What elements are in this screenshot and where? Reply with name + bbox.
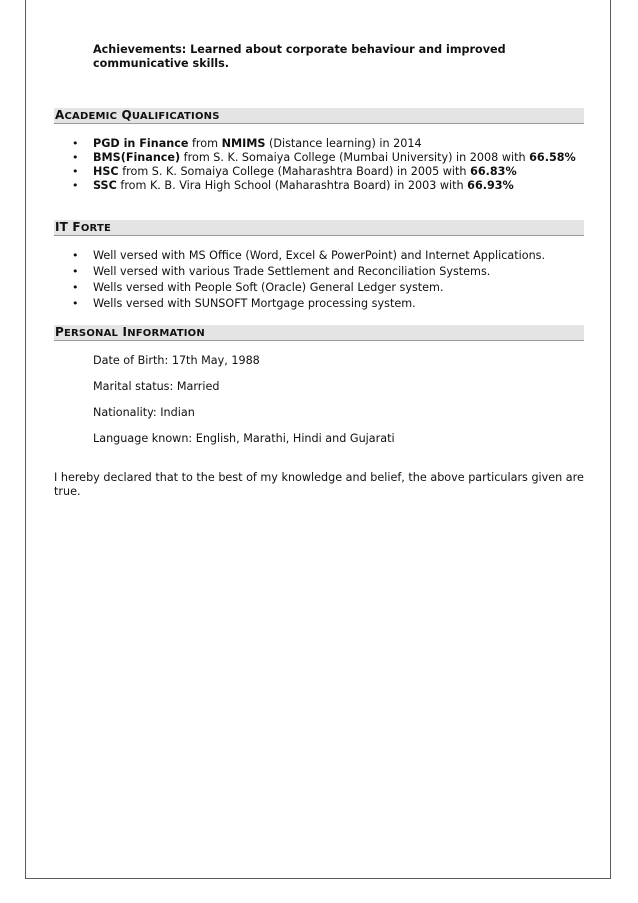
bullet-icon: • — [72, 265, 79, 278]
detail: from K. B. Vira High School (Maharashtra Board) in 2003 with — [116, 179, 468, 192]
bullet-icon: • — [72, 179, 79, 192]
header-rest: CADEMIC — [64, 111, 118, 122]
header-cap: I — [122, 325, 128, 339]
list-item — [54, 280, 584, 296]
list-item — [54, 179, 584, 193]
skill-text: Wells versed with People Soft (Oracle) General Ledger system. — [93, 281, 444, 294]
list-item — [54, 296, 584, 312]
degree: SSC — [93, 179, 117, 192]
marital-status: Marital status: Married — [93, 380, 220, 393]
percentage: 66.83% — [470, 165, 517, 178]
list-item — [54, 165, 584, 179]
bullet-icon: • — [72, 137, 79, 150]
degree: BMS(Finance) — [93, 151, 181, 164]
bullet-icon: • — [72, 281, 79, 294]
bullet-icon: • — [72, 249, 79, 262]
languages-known: Language known: English, Marathi, Hindi and Gujarati — [93, 432, 395, 445]
declaration-text: I hereby declared that to the best of my knowledge and belief, the above particulars given are true. — [54, 471, 584, 498]
skill-text: Well versed with various Trade Settlement and Reconciliation Systems. — [93, 265, 491, 278]
detail: from — [188, 137, 222, 150]
list-item — [54, 151, 584, 165]
percentage: 66.58% — [529, 151, 576, 164]
achievements-paragraph — [93, 43, 584, 71]
it-forte-list — [54, 248, 584, 312]
degree: HSC — [93, 165, 119, 178]
detail: from S. K. Somaiya College (Mumbai University) in 2008 with — [180, 151, 530, 164]
header-rest: ORTE — [80, 223, 112, 234]
achievements-text: Learned about corporate behaviour and improved communicative skills. — [93, 43, 506, 70]
header-cap: Q — [121, 108, 132, 122]
bullet-icon: • — [72, 297, 79, 310]
list-item — [54, 137, 584, 151]
date-of-birth: Date of Birth: 17th May, 1988 — [93, 354, 260, 367]
header-rest: ERSONAL — [64, 328, 119, 339]
detail: from S. K. Somaiya College (Maharashtra Board) in 2005 with — [118, 165, 471, 178]
detail: (Distance learning) in 2014 — [265, 137, 422, 150]
nationality: Nationality: Indian — [93, 406, 195, 419]
personal-information-header — [54, 325, 584, 341]
degree: PGD in Finance — [93, 137, 189, 150]
header-rest: NFORMATION — [127, 328, 205, 339]
achievements-label: Achievements: — [93, 43, 187, 56]
list-item — [54, 248, 584, 264]
bullet-icon: • — [72, 151, 79, 164]
resume-content — [54, 43, 584, 499]
institution: NMIMS — [221, 137, 266, 150]
percentage: 66.93% — [467, 179, 514, 192]
header-cap: P — [55, 325, 64, 339]
header-cap: A — [55, 108, 65, 122]
skill-text: Well versed with MS Office (Word, Excel & PowerPoint) and Internet Applications. — [93, 249, 546, 262]
academic-list — [54, 137, 584, 193]
list-item — [54, 264, 584, 280]
academic-qualifications-header — [54, 108, 584, 124]
header-rest: UALIFICATIONS — [131, 111, 220, 122]
bullet-icon: • — [72, 165, 79, 178]
header-cap: IT F — [55, 220, 81, 234]
skill-text: Wells versed with SUNSOFT Mortgage processing system. — [93, 297, 416, 310]
it-forte-header — [54, 220, 584, 236]
